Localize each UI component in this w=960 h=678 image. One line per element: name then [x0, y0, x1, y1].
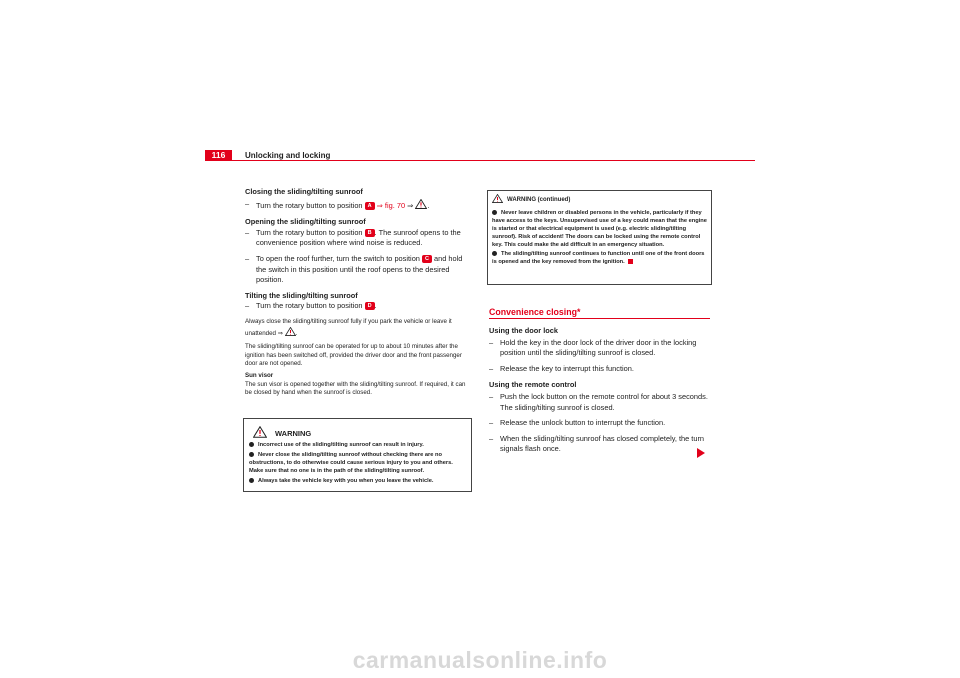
- page-number: 116: [205, 150, 232, 161]
- door-lock-step-1: – Hold the key in the door lock of the driver door in the locking position until the sliding/tilting sunroof is closed.: [489, 337, 697, 358]
- position-c-key: C: [422, 255, 432, 263]
- warning-bullet: Never close the sliding/tilting sunroof without checking there are no obstructions, to do otherwise could cause serious injury to you and others. Make sure that no one is in the path of the sliding/tilting sunroof.: [249, 452, 453, 474]
- opening-heading: Opening the sliding/tilting sunroof: [245, 217, 366, 227]
- warning-bullet: Never leave children or disabled persons in the vehicle, particularly if they have access to the keys. Unsupervised use of a key could mean that the engine is started or that electrical equipment is used (e.g. electric sliding/tilting sunroof). Risk of accident! The doors can be locked using the remote control key. This could make the aid difficult in an emergency situation.: [492, 210, 707, 248]
- left-column: [245, 187, 470, 398]
- position-b-key: B: [365, 229, 375, 237]
- page-header-title: Unlocking and locking: [245, 151, 331, 160]
- remote-heading: Using the remote control: [489, 380, 577, 390]
- sun-visor-text: The sun visor is opened together with the sliding/tilting sunroof. If required, it can be closed by hand when the sunroof is closed.: [245, 380, 466, 397]
- tilting-heading: Tilting the sliding/tilting sunroof: [245, 290, 358, 300]
- warning-triangle-icon: [415, 199, 427, 213]
- warning-triangle-icon: [253, 426, 267, 440]
- position-d-key: D: [365, 302, 375, 310]
- closing-step: – Turn the rotary button to position A ⇒ fig. 70 ⇒ .: [245, 199, 470, 213]
- warning-triangle-icon: [492, 194, 503, 205]
- warning-bullet: The sliding/tilting sunroof continues to function until one of the front doors is opened and the key removed from the ignition.: [492, 251, 705, 265]
- section-end-icon: [628, 259, 633, 264]
- warning-continued-title: WARNING (continued): [507, 196, 571, 203]
- opening-step-2: – To open the roof further, turn the switch to position C and hold the switch in this position until the roof opens to the desired position.: [245, 253, 463, 285]
- remote-step-3: – When the sliding/tilting sunroof has closed completely, the turn signals flash once.: [489, 433, 705, 454]
- warning-title-row: [253, 426, 311, 440]
- right-column: [489, 326, 714, 455]
- remote-step-1: – Push the lock button on the remote control for about 3 seconds. The sliding/tilting sunroof is closed.: [489, 391, 708, 412]
- door-lock-step-2: – Release the key to interrupt this function.: [489, 363, 634, 373]
- warning-bullet: Incorrect use of the sliding/tilting sunroof can result in injury.: [249, 441, 467, 449]
- note-operation-time: The sliding/tilting sunroof can be operated for up to about 10 minutes after the ignition has been switched off, provided the driver door and the front passenger door are not opened.: [245, 343, 462, 368]
- warning-triangle-icon: [285, 327, 296, 340]
- warning-continued-box: [487, 190, 712, 285]
- warning-bullet: Always take the vehicle key with you when you leave the vehicle.: [249, 477, 467, 485]
- tilting-step: – Turn the rotary button to position D .: [245, 301, 377, 311]
- remote-step-2: – Release the unlock button to interrupt the function.: [489, 418, 666, 428]
- next-page-arrow-icon[interactable]: [697, 448, 705, 458]
- position-a-key: A: [365, 202, 375, 210]
- watermark: carmanualsonline.info: [352, 647, 608, 673]
- section-title: Convenience closing*: [489, 307, 581, 317]
- warning-title: WARNING: [275, 428, 312, 438]
- note-close-sunroof: Always close the sliding/tilting sunroof fully if you park the vehicle or leave it unattended ⇒ .: [245, 318, 470, 339]
- opening-step-1: – Turn the rotary button to position B . The sunroof opens to the convenience position where wind noise is reduced.: [245, 227, 461, 248]
- door-lock-heading: Using the door lock: [489, 326, 558, 335]
- header-divider: [205, 160, 755, 161]
- warning-box: [243, 418, 472, 492]
- section-divider: [489, 318, 710, 319]
- closing-heading: Closing the sliding/tilting sunroof: [245, 187, 363, 196]
- warning-continued-title-row: [492, 194, 570, 205]
- figure-reference-link[interactable]: ⇒ fig. 70: [376, 200, 406, 210]
- sun-visor-heading: Sun visor: [245, 371, 274, 379]
